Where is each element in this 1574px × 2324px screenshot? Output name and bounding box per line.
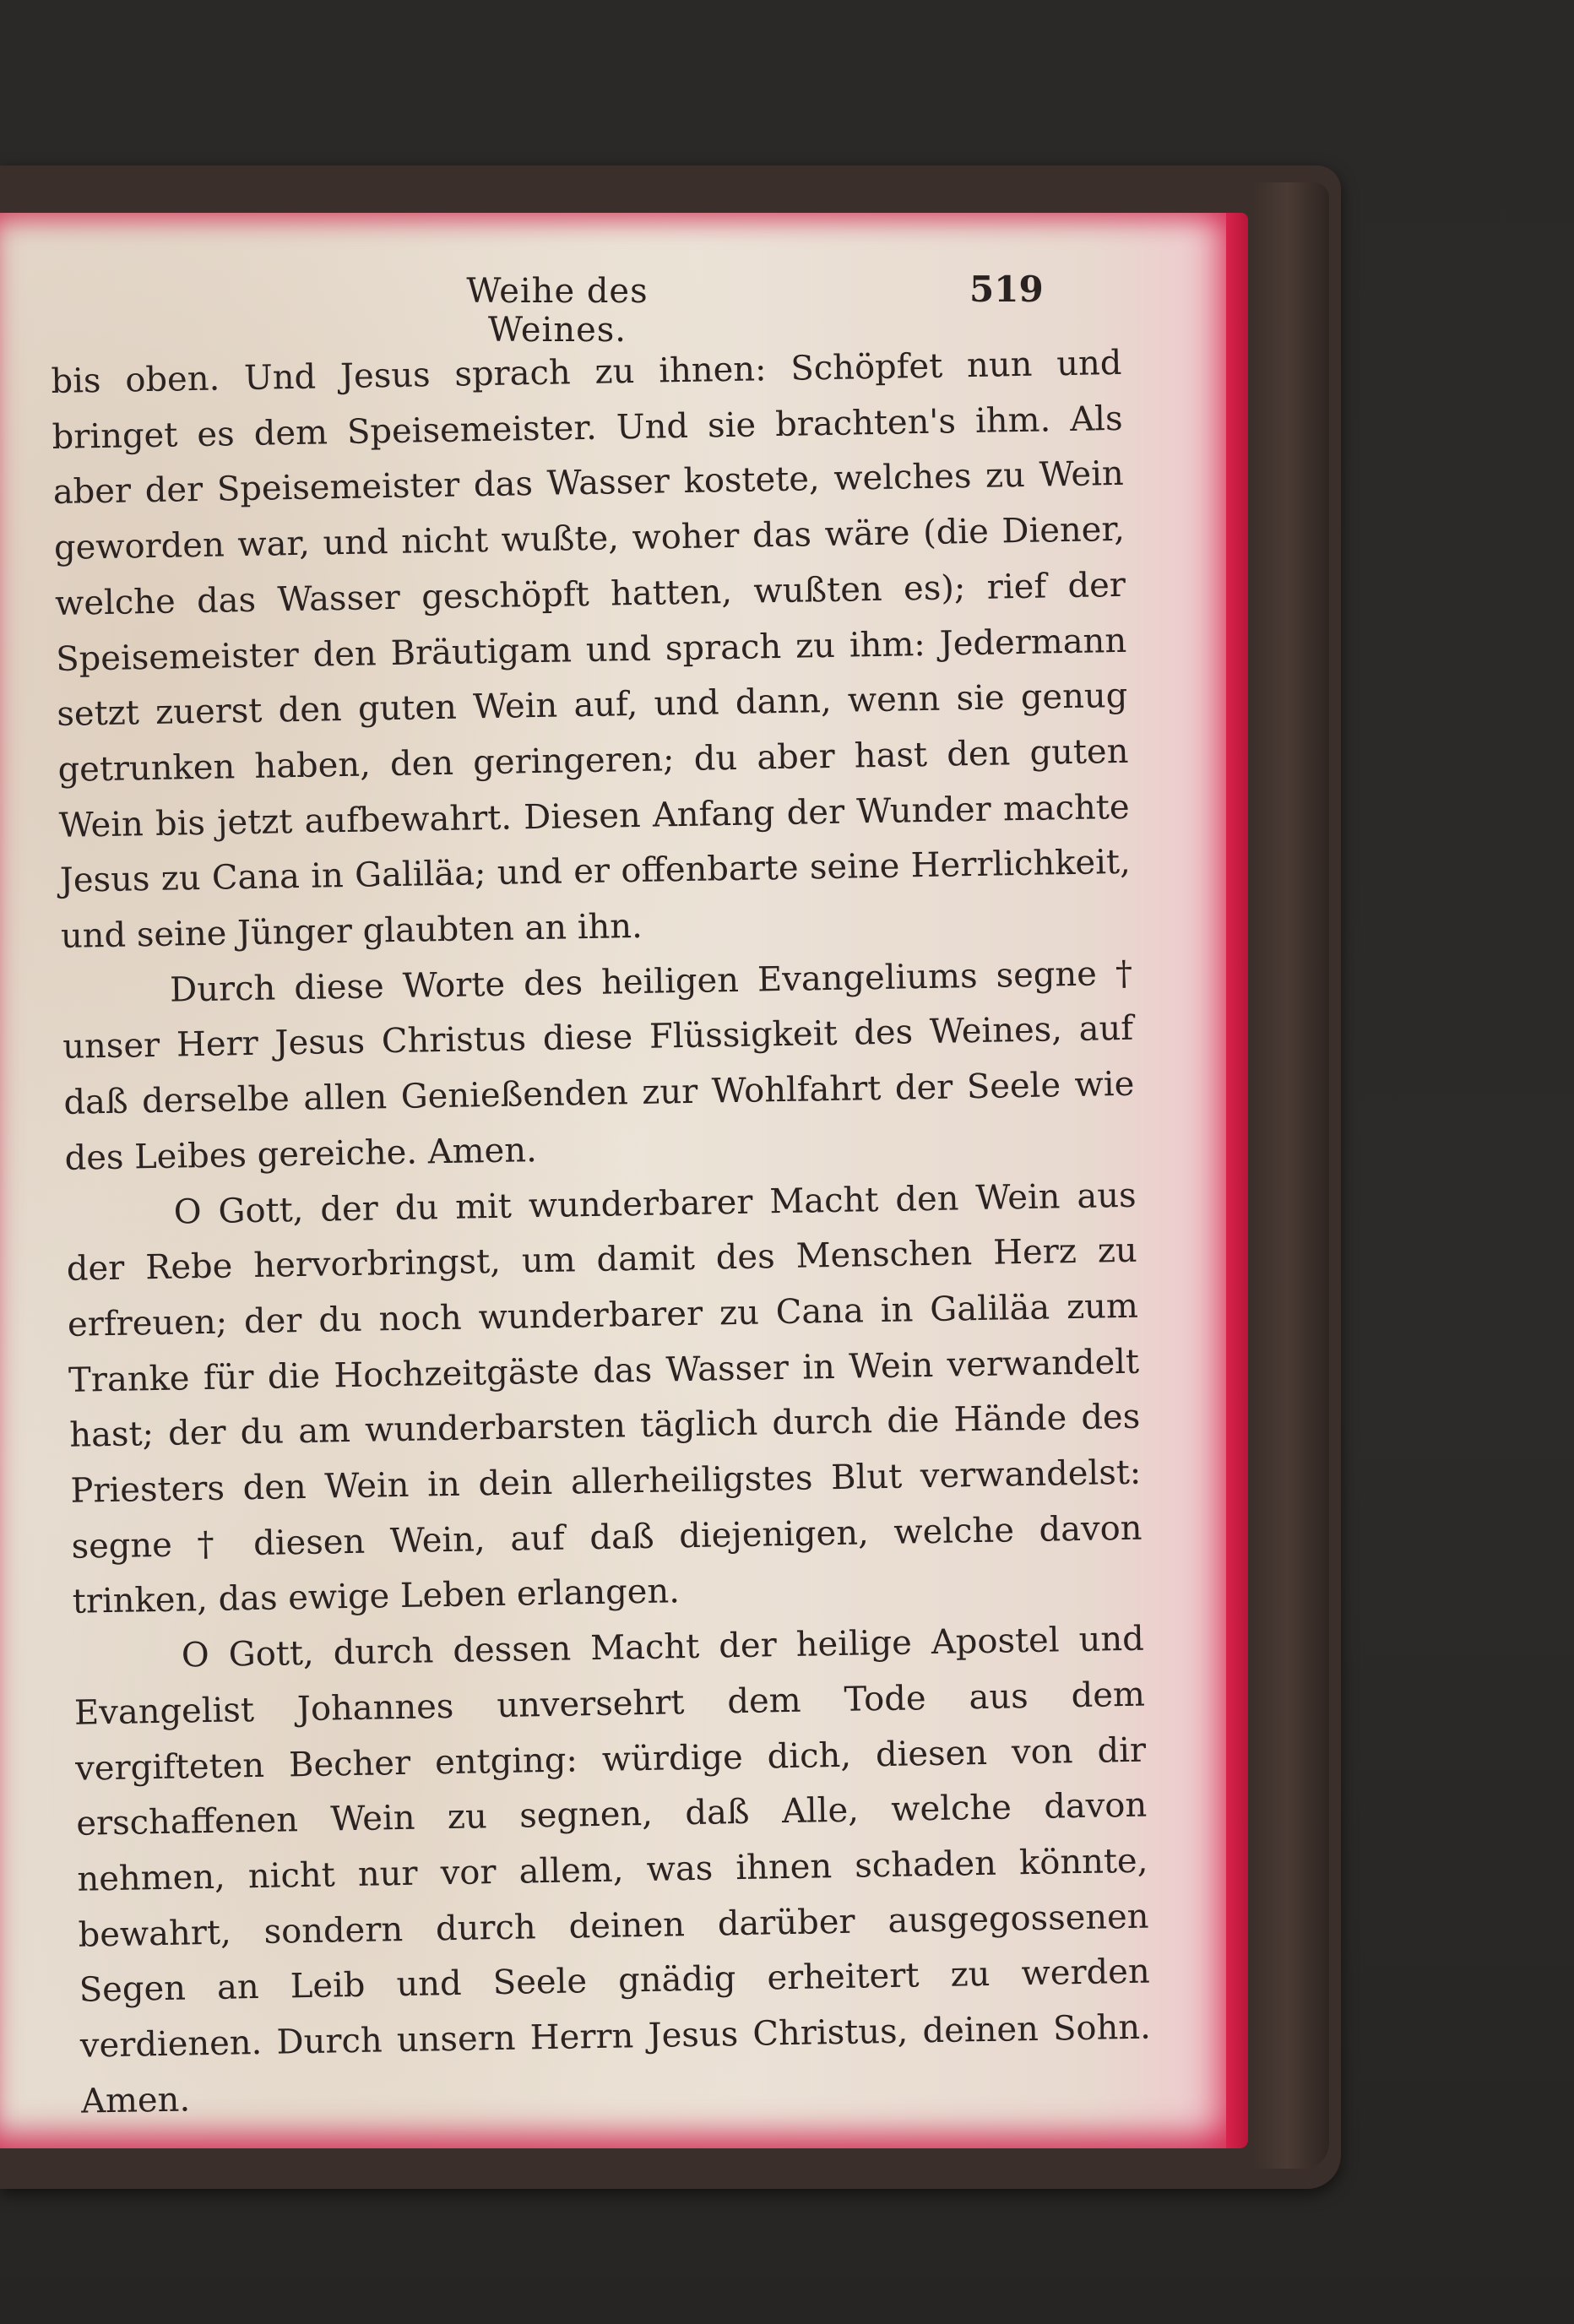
body-text: [51, 336, 1153, 2130]
running-title: Weihe des Weines.: [466, 272, 649, 350]
paragraph-2: Durch diese Worte des heiligen Evangeliums segne † unser Herr Jesus Christus diese Flüssigkeit des Weines, auf daß derselbe allen Genießenden zur Wohlfahrt der Seele wie des Leibes gereiche. Amen.: [62, 953, 1135, 1178]
page-number: 519: [969, 269, 1044, 310]
paragraph-1: bis oben. Und Jesus sprach zu ihnen: Schöpfet nun und bringet es dem Speisemeister. Und sie brachten's ihm. Als aber der Speisemeister das Wasser kostete, welches zu Wein geworden war, und nicht wußte, woher das wäre (die Diener, welche das Wasser geschöpft hatten, wußten es); rief der Speisemeister den Bräutigam und sprach zu ihm: Jedermann setzt zuerst den guten Wein auf, und dann, wenn sie genug getrunken haben, den geringeren; du aber hast den guten Wein bis jetzt aufbewahrt. Diesen Anfang der Wunder machte Jesus zu Cana in Galiläa; und er offenbarte seine Herrlichkeit, und seine Jünger glaubten an ihn.: [51, 343, 1132, 956]
paragraph-4: O Gott, durch dessen Macht der heilige Apostel und Evangelist Johannes unversehrt dem Tode aus dem vergifteten Becher entging: würdige dich, diesen von dir erschaffenen Wein zu segnen, daß Alle, welche davon nehmen, nicht nur vor allem, was ihnen schaden könnte, bewahrt, sondern durch deinen darüber ausgegossenen Segen an Leib und Seele gnädig erheitert zu werden verdienen. Durch unsern Herrn Jesus Christus, deinen Sohn. Amen.: [73, 1619, 1152, 2121]
paragraph-3: O Gott, der du mit wunderbarer Macht den Wein aus der Rebe hervorbringst, um damit des Menschen Herz zu erfreuen; der du noch wunderbarer zu Cana in Galiläa zum Tranke für die Hochzeitgäste das Wasser in Wein verwandelt hast; der du am wunderbarsten täglich durch die Hände des Priesters den Wein in dein allerheiligstes Blut verwandelst: segne † diesen Wein, auf daß diejenigen, welche davon trinken, das ewige Leben erlangen.: [66, 1176, 1143, 1622]
red-page-edge: [1226, 213, 1248, 2148]
